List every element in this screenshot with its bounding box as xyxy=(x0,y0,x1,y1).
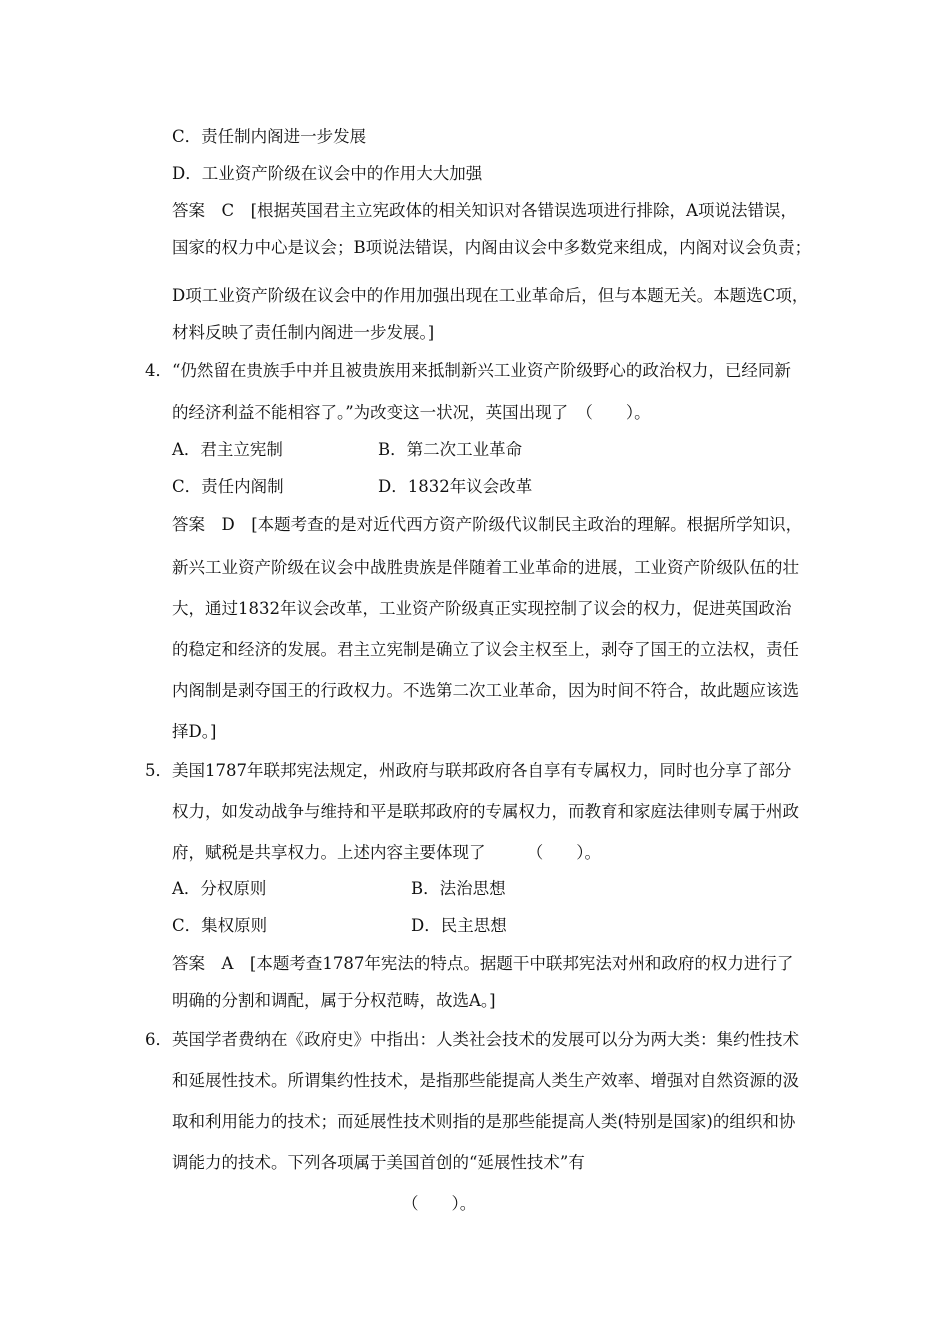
q3-answer-line-2: 国家的权力中心是议会；B项说法错误，内阁由议会中多数党来组成，内阁对议会负责； xyxy=(172,238,812,257)
q5-number: 5． xyxy=(145,761,172,780)
q5-answer-line-2: 明确的分割和调配，属于分权范畴，故选A。] xyxy=(172,991,496,1010)
q4-option-d: D．1832年议会改革 xyxy=(378,477,533,496)
q3-option-d: D．工业资产阶级在议会中的作用大大加强 xyxy=(172,164,483,183)
q6-number: 6． xyxy=(145,1030,172,1049)
q5-stem-line-3: 府，赋税是共享权力。上述内容主要体现了 （ ）。 xyxy=(172,843,601,862)
q4-answer-line-4: 的稳定和经济的发展。君主立宪制是确立了议会主权至上，剥夺了国王的立法权，责任 xyxy=(172,640,799,659)
q3-answer-line-3: D项工业资产阶级在议会中的作用加强出现在工业革命后，但与本题无关。本题选C项， xyxy=(172,286,809,305)
q3-answer-line-4: 材料反映了责任制内阁进一步发展。] xyxy=(172,323,435,342)
q5-stem-line-2: 权力，如发动战争与维持和平是联邦政府的专属权力，而教育和家庭法律则专属于州政 xyxy=(172,802,799,821)
q6-stem-line-4: 调能力的技术。下列各项属于美国首创的“延展性技术”有 xyxy=(172,1153,585,1172)
q5-option-d: D．民主思想 xyxy=(411,916,507,935)
q3-option-c: C．责任制内阁进一步发展 xyxy=(172,127,367,146)
q4-stem-line-1: “仍然留在贵族手中并且被贵族用来抵制新兴工业资产阶级野心的政治权力，已经同新 xyxy=(172,361,791,380)
q6-answer-blank: （ ）。 xyxy=(402,1194,477,1213)
q5-option-c: C．集权原则 xyxy=(172,916,268,935)
q4-answer-line-1: 答案 D [本题考查的是对近代西方资产阶级代议制民主政治的理解。根据所学知识， xyxy=(172,515,803,534)
q4-number: 4． xyxy=(145,361,172,380)
q4-option-a: A．君主立宪制 xyxy=(172,440,283,459)
q5-answer-line-1: 答案 A [本题考查1787年宪法的特点。据题干中联邦宪法对州和政府的权力进行了 xyxy=(172,954,794,973)
q6-stem-line-3: 取和利用能力的技术；而延展性技术则指的是那些能提高人类(特别是国家)的组织和协 xyxy=(172,1112,796,1131)
q4-stem-line-2: 的经济利益不能相容了。”为改变这一状况，英国出现了 （ ）。 xyxy=(172,403,651,422)
q6-stem-line-2: 和延展性技术。所谓集约性技术，是指那些能提高人类生产效率、增强对自然资源的汲 xyxy=(172,1071,799,1090)
q5-option-a: A．分权原则 xyxy=(172,879,267,898)
q4-answer-line-5: 内阁制是剥夺国王的行政权力。不选第二次工业革命，因为时间不符合，故此题应该选 xyxy=(172,681,799,700)
q4-answer-line-3: 大，通过1832年议会改革，工业资产阶级真正实现控制了议会的权力，促进英国政治 xyxy=(172,599,792,618)
q4-option-b: B．第二次工业革命 xyxy=(378,440,523,459)
q4-answer-line-2: 新兴工业资产阶级在议会中战胜贵族是伴随着工业革命的进展，工业资产阶级队伍的壮 xyxy=(172,558,799,577)
q6-stem-line-1: 英国学者费纳在《政府史》中指出：人类社会技术的发展可以分为两大类：集约性技术 xyxy=(172,1030,799,1049)
q4-option-c: C．责任内阁制 xyxy=(172,477,284,496)
q4-answer-line-6: 择D。] xyxy=(172,722,217,741)
q5-stem-line-1: 美国1787年联邦宪法规定，州政府与联邦政府各自享有专属权力，同时也分享了部分 xyxy=(172,761,792,780)
q5-option-b: B．法治思想 xyxy=(411,879,506,898)
q3-answer-line-1: 答案 C [根据英国君主立宪政体的相关知识对各错误选项进行排除，A项说法错误， xyxy=(172,201,797,220)
